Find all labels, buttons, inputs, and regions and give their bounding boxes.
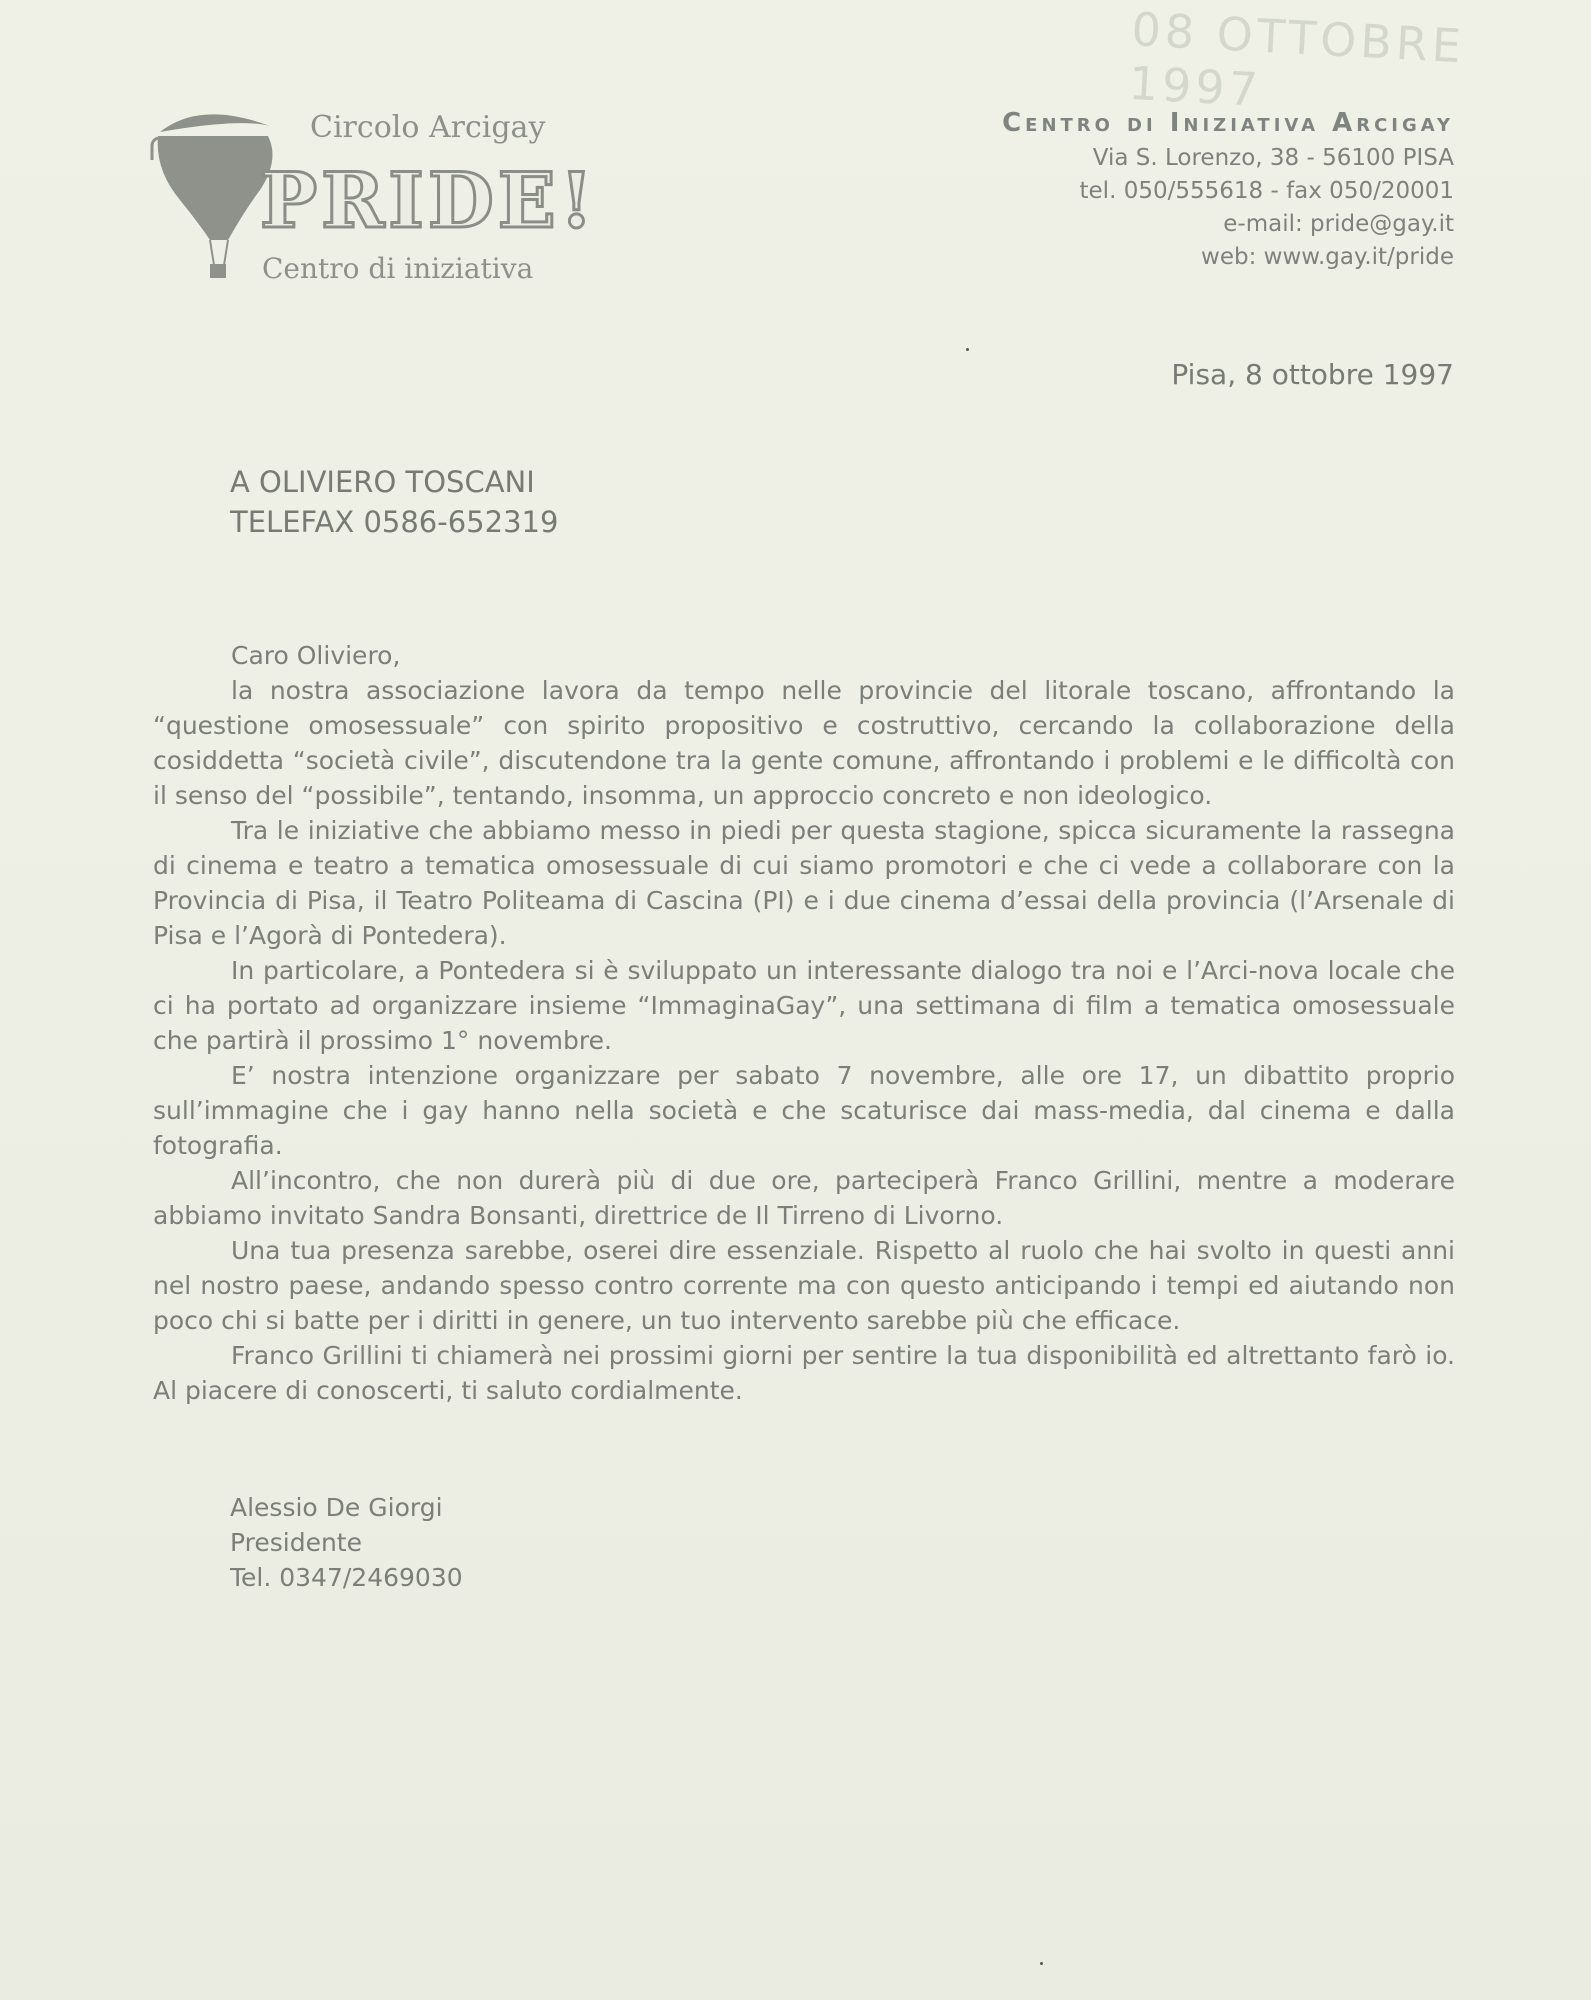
speck <box>966 348 969 351</box>
recipient-block <box>230 462 558 542</box>
pride-logo <box>150 100 598 300</box>
org-address: Via S. Lorenzo, 38 - 56100 PISA <box>1092 145 1454 171</box>
org-email: e-mail: pride@gay.it <box>1223 211 1454 237</box>
letterhead-contact <box>1002 108 1454 274</box>
paragraph: E’ nostra intenzione organizzare per sabato 7 novembre, alle ore 17, un dibattito proprio sull’immagine che i gay hanno nella società e che scaturisce dai mass-media, dal cinema e dalla fotografia. <box>153 1061 1455 1160</box>
signer-name: Alessio De Giorgi <box>230 1493 443 1522</box>
logo-top-text: Circolo Arcigay <box>310 110 546 145</box>
paragraph: Tra le iniziative che abbiamo messo in piedi per questa stagione, spicca sicuramente la rassegna di cinema e teatro a tematica omosessuale di cui siamo promotori e che ci vede a collaborare con la Provincia di Pisa, il Teatro Politeama di Cascina (PI) e i due cinema d’essai della provincia (l’Arsenale di Pisa e l’Agorà di Pontedera). <box>153 816 1455 950</box>
logo-main-text: PRIDE! <box>260 156 598 245</box>
org-name: Centro di Iniziativa Arcigay <box>1002 108 1454 138</box>
recipient-name: A OLIVIERO TOSCANI <box>230 465 535 499</box>
paragraph: la nostra associazione lavora da tempo nelle provincie del litorale toscano, affrontando la “questione omosessuale” con spirito propositivo e costruttivo, cercando la collaborazione della cosiddetta “società civile”, discutendone tra la gente comune, affrontando i problemi e le difficoltà con il senso del “possibile”, tentando, insomma, un approccio concreto e non ideologico. <box>153 676 1455 810</box>
signature-block <box>230 1490 463 1595</box>
org-web: web: www.gay.it/pride <box>1201 244 1454 270</box>
letter-body <box>153 638 1455 1408</box>
letter-date: Pisa, 8 ottobre 1997 <box>1171 358 1454 391</box>
logo-bottom-text: Centro di iniziativa <box>262 252 534 285</box>
org-phone: tel. 050/555618 - fax 050/20001 <box>1079 178 1454 204</box>
speck <box>1040 1962 1043 1965</box>
signer-phone: Tel. 0347/2469030 <box>230 1563 463 1592</box>
paragraph: In particolare, a Pontedera si è sviluppato un interessante dialogo tra noi e l’Arci-nova locale che ci ha portato ad organizzare insieme “ImmaginaGay”, una settimana di film a tematica omosessuale che partirà il prossimo 1° novembre. <box>153 956 1455 1055</box>
paragraph: All’incontro, che non durerà più di due ore, parteciperà Franco Grillini, mentre a moderare abbiamo invitato Sandra Bonsanti, direttrice de Il Tirreno di Livorno. <box>153 1166 1455 1230</box>
salutation: Caro Oliviero, <box>231 641 401 670</box>
paragraph: Franco Grillini ti chiamerà nei prossimi giorni per sentire la tua disponibilità ed altrettanto farò io. Al piacere di conoscerti, ti saluto cordialmente. <box>153 1341 1455 1405</box>
recipient-fax: TELEFAX 0586-652319 <box>230 505 559 539</box>
paragraph: Una tua presenza sarebbe, oserei dire essenziale. Rispetto al ruolo che hai svolto in questi anni nel nostro paese, andando spesso contro corrente ma con questo anticipando i tempi ed aiutando non poco chi si batte per i diritti in genere, un tuo intervento sarebbe più che efficace. <box>153 1236 1455 1335</box>
signer-role: Presidente <box>230 1528 362 1557</box>
date-stamp: 08 OTTOBRE 1997 <box>1127 2 1467 117</box>
